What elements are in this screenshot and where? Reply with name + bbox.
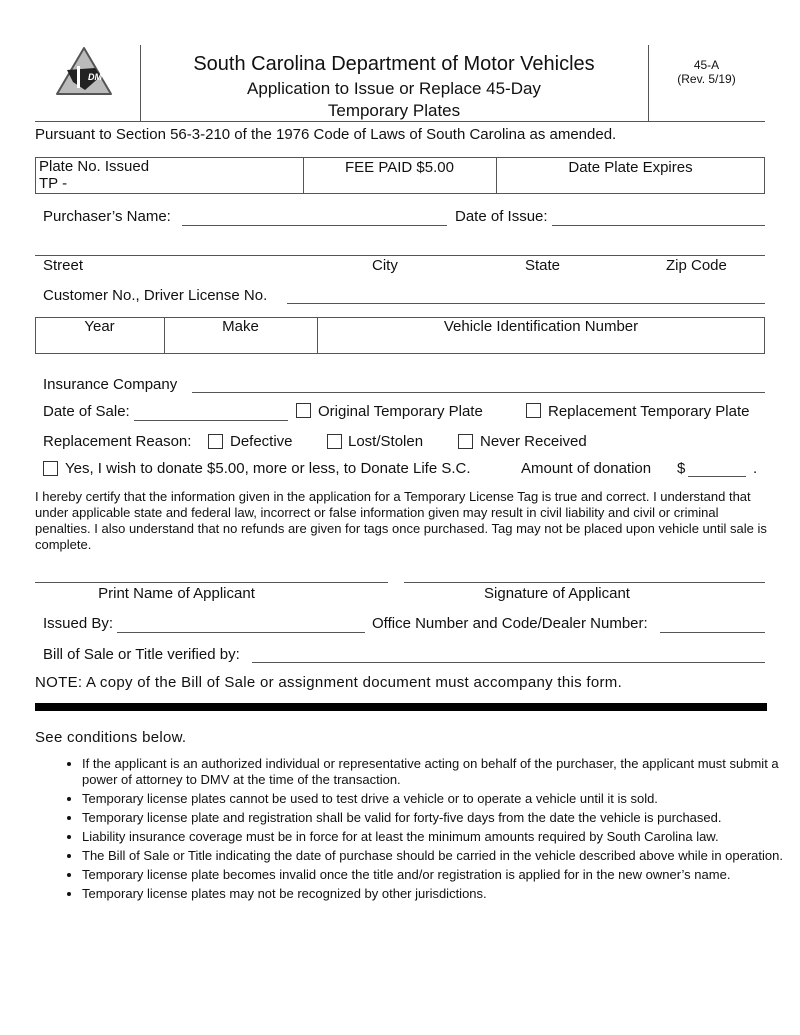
dollar-sign: $ <box>677 460 686 477</box>
donation-amount-label: Amount of donation <box>521 460 652 477</box>
condition-item: • The Bill of Sale or Title indicating the date of purchase should be carried in the vehicle described above while in operation. <box>82 848 800 864</box>
year-label[interactable]: Year <box>84 318 115 335</box>
never-received-checkbox[interactable] <box>458 434 473 449</box>
vin-label[interactable]: Vehicle Identification Number <box>443 318 639 335</box>
office-number-field[interactable] <box>660 632 765 633</box>
condition-item: • Temporary license plate becomes invalid once the title and/or registration is applied for in the new owner’s name. <box>82 867 800 883</box>
form-number: 45-A <box>693 58 720 72</box>
condition-item: • Temporary license plates may not be recognized by other jurisdictions. <box>82 886 800 902</box>
purchaser-field[interactable] <box>182 225 447 226</box>
pursuant-text: Pursuant to Section 56-3-210 of the 1976 Code of Laws of South Carolina as amended. <box>35 126 617 143</box>
customer-no-field[interactable] <box>287 303 765 304</box>
replacement-reason-label: Replacement Reason: <box>43 433 192 450</box>
plate-no-label: Plate No. Issued <box>39 158 150 175</box>
agency-title: South Carolina Department of Motor Vehicles <box>193 53 595 75</box>
condition-item: • Liability insurance coverage must be in force for at least the minimum amounts required by South Carolina law. <box>82 829 800 845</box>
scdmv-logo <box>55 46 113 98</box>
fee-paid: FEE PAID $5.00 <box>345 159 454 176</box>
office-number-label: Office Number and Code/Dealer Number: <box>372 615 648 632</box>
donate-label: Yes, I wish to donate $5.00, more or less, to Donate Life S.C. <box>65 460 471 477</box>
donate-checkbox[interactable] <box>43 461 58 476</box>
never-received-label: Never Received <box>480 433 587 450</box>
svg-text:DMV: DMV <box>88 72 108 82</box>
date-issue-label: Date of Issue: <box>455 208 548 225</box>
defective-label: Defective <box>230 433 293 450</box>
zip-label: Zip Code <box>666 257 727 274</box>
header-rule <box>35 121 765 122</box>
replacement-plate-checkbox[interactable] <box>526 403 541 418</box>
insurance-field[interactable] <box>192 392 765 393</box>
customer-no-label: Customer No., Driver License No. <box>43 287 268 304</box>
plate-prefix[interactable]: TP - <box>39 175 68 192</box>
original-plate-label: Original Temporary Plate <box>318 403 483 420</box>
replacement-plate-label: Replacement Temporary Plate <box>548 403 750 420</box>
condition-item: • Temporary license plates cannot be used to test drive a vehicle or to operate a vehicle until it is sold. <box>82 791 800 807</box>
condition-item: • If the applicant is an authorized individual or representative acting on behalf of the purchaser, the applicant must submit a power of attorney to DMV at the time of the transaction. <box>82 756 800 788</box>
signature-field[interactable] <box>404 582 765 583</box>
lost-stolen-label: Lost/Stolen <box>348 433 424 450</box>
conditions-heading: See conditions below. <box>35 729 187 746</box>
address-field[interactable] <box>35 255 765 256</box>
defective-checkbox[interactable] <box>208 434 223 449</box>
date-of-sale-field[interactable] <box>134 420 288 421</box>
city-label: City <box>372 257 398 274</box>
make-label[interactable]: Make <box>222 318 259 335</box>
donation-amount-field[interactable] <box>688 476 746 477</box>
state-label: State <box>525 257 561 274</box>
note-text: NOTE: A copy of the Bill of Sale or assignment document must accompany this form. <box>35 674 623 691</box>
issued-by-label: Issued By: <box>43 615 114 632</box>
thick-divider <box>35 703 767 711</box>
conditions-list <box>35 756 800 905</box>
original-plate-checkbox[interactable] <box>296 403 311 418</box>
issued-by-field[interactable] <box>117 632 365 633</box>
lost-stolen-checkbox[interactable] <box>327 434 342 449</box>
print-name-label: Print Name of Applicant <box>98 585 255 602</box>
street-label: Street <box>43 257 84 274</box>
bill-of-sale-field[interactable] <box>252 662 765 663</box>
purchaser-label: Purchaser’s Name: <box>43 208 171 225</box>
date-issue-field[interactable] <box>552 225 765 226</box>
insurance-label: Insurance Company <box>43 376 178 393</box>
revision: (Rev. 5/19) <box>677 72 736 86</box>
form-title: Application to Issue or Replace 45-Day <box>247 79 541 98</box>
date-of-sale-label: Date of Sale: <box>43 403 130 420</box>
period: . <box>753 460 758 477</box>
bill-of-sale-label: Bill of Sale or Title verified by: <box>43 646 240 663</box>
condition-item: • Temporary license plate and registration shall be valid for forty-five days from the date the vehicle is purchased. <box>82 810 800 826</box>
print-name-field[interactable] <box>35 582 388 583</box>
signature-label: Signature of Applicant <box>484 585 630 602</box>
certification-text: I hereby certify that the information given in the application for a Temporary License Tag is true and correct. I understand that under applicable state and federal law, incorrect or false information given may result in civil liability and civil or criminal penalties. I also understand that no refunds are given for tags once purchased. Tag may not be placed upon vehicle until sale is complete. <box>35 489 767 552</box>
form-title-line2: Temporary Plates <box>327 101 461 120</box>
date-plate-expires[interactable]: Date Plate Expires <box>568 159 693 176</box>
